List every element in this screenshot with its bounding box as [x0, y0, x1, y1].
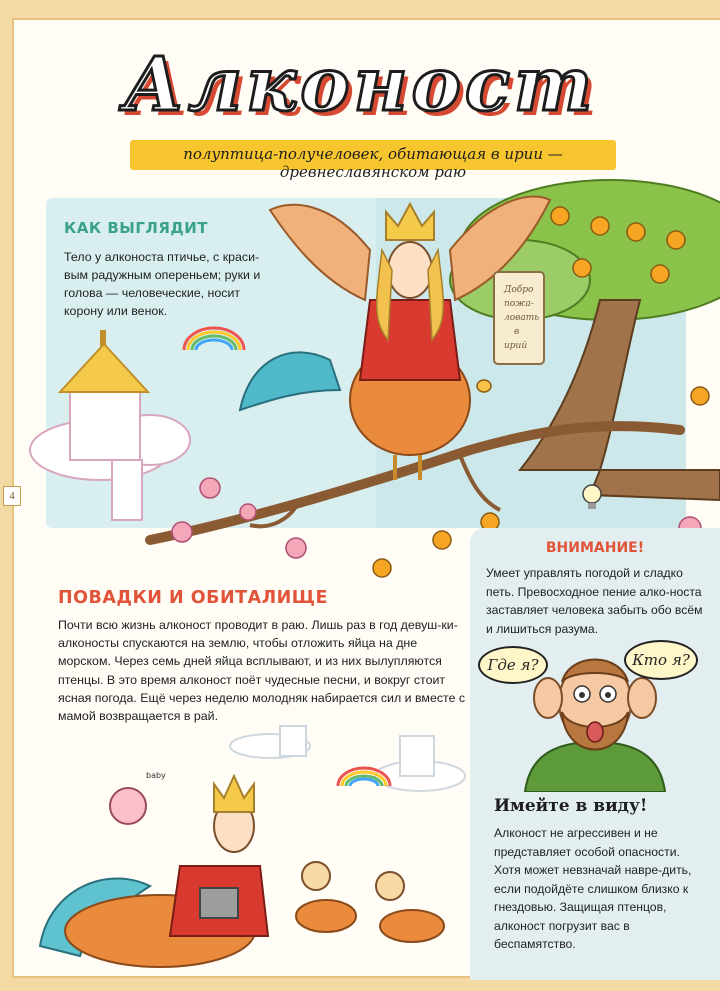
- scroll-line-5: ирий: [504, 341, 528, 351]
- keep-in-mind-heading: Имейте в виду!: [494, 796, 648, 816]
- scroll-line-2: пожа-: [504, 299, 534, 309]
- rainbow-illustration: [184, 328, 244, 350]
- habits-text: Почти всю жизнь алконост проводит в раю. Лишь раз в год девуш-ки-алконосты спускаются на землю, чтобы отложить яйца на дне морском. Через семь дней яйца всплывают, и из них вылупляются птенцы. В это время алконост поёт чудесные песни, и вокруг стоит ясная погода. Ещё через неделю молодняк набирается сил и вместе с мамой возвращается в рай.: [58, 618, 466, 724]
- appearance-text: Тело у алконоста птичье, с краси-вым радужным опереньем; руки и голова — человеческие, носит корону или венок.: [64, 250, 261, 318]
- scroll-line-3: ловать: [504, 313, 540, 323]
- attention-text: Умеет управлять погодой и сладко петь. Превосходное пение алко-носта заставляет человека забыть обо всём и лишиться разума.: [486, 566, 703, 636]
- chick-bottle-label: baby: [146, 771, 166, 780]
- habits-heading: ПОВАДКИ И ОБИТАЛИЩЕ: [58, 588, 328, 608]
- page-title: Алконост: [123, 42, 597, 128]
- bottom-illustration: [20, 716, 470, 978]
- speech-bubble-left: Где я?: [478, 646, 548, 684]
- keep-in-mind-text: Алконост не агрессивен и не представляет особой опасности. Хотя может невзначай навре-дить, если подойдёте слишком близко к гнездовью. Защищая птенцов, алконост погрузит вас в беспамятство.: [494, 826, 692, 951]
- lightbulb-icon: [583, 485, 601, 509]
- chicks: [296, 862, 444, 942]
- scroll-illustration: [494, 272, 544, 364]
- attention-heading: ВНИМАНИЕ!: [545, 540, 645, 556]
- scroll-line-1: Добро: [504, 285, 534, 295]
- page-number: 4: [3, 486, 21, 506]
- speech-bubble-right: Кто я?: [624, 640, 698, 680]
- scroll-line-4: в: [514, 327, 520, 337]
- appearance-heading: КАК ВЫГЛЯДИТ: [64, 219, 209, 237]
- page-subtitle: полуптица-получеловек, обитающая в ирии — древнеславянском раю: [183, 145, 563, 181]
- small-bird-icon: [477, 380, 491, 392]
- castle-illustration: [30, 330, 190, 520]
